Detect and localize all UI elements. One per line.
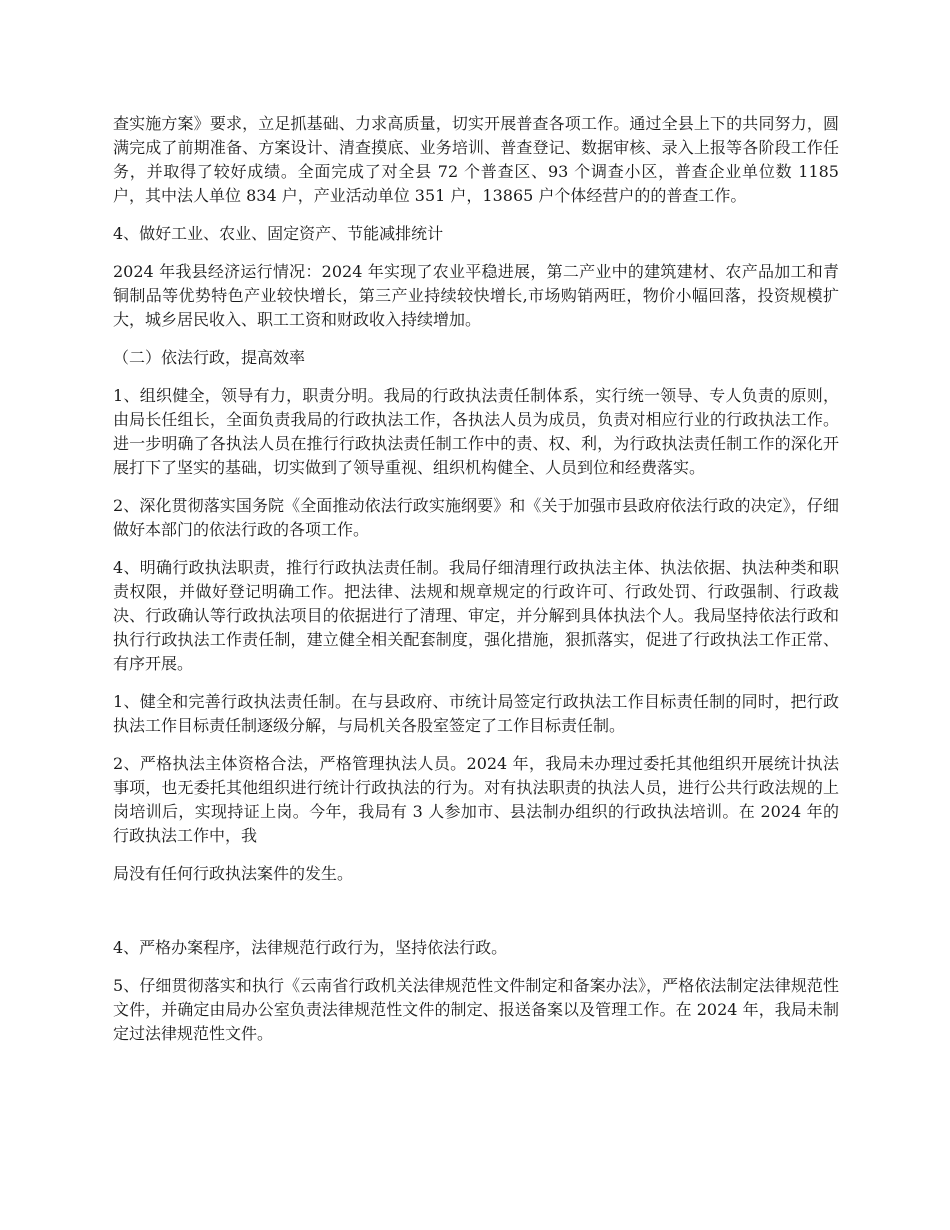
paragraph-statistics-heading: 4、做好工业、农业、固定资产、节能减排统计 bbox=[113, 224, 444, 243]
paragraph-economy-2024: 2024 年我县经济运行情况：2024 年实现了农业平稳进展，第二产业中的建筑建材、农产品加工和青铜制品等优势特色产业较快增长，第三产业持续较快增长,市场购销两旺，物价小幅回落，投资规模扩大，城乡居民收入、职工工资和财政收入持续增加。 bbox=[113, 262, 839, 329]
paragraph-responsibility-system: 1、健全和完善行政执法责任制。在与县政府、市统计局签定行政执法工作目标责任制的同时，把行政执法工作目标责任制逐级分解，与局机关各股室签定了工作目标责任制。 bbox=[113, 692, 839, 735]
paragraph-enforcement-duties: 4、明确行政执法职责，推行行政执法责任制。我局仔细清理行政执法主体、执法依据、执法种类和职责权限，并做好登记明确工作。把法律、法规和规章规定的行政许可、行政处罚、行政强制、行政裁决、行政确认等行政执法项目的依据进行了清理、审定，并分解到具体执法个人。我局坚持依法行政和执行行政执法工作责任制，建立健全相关配套制度，强化措施，狠抓落实，促进了行政执法工作正常、有序开展。 bbox=[113, 558, 839, 673]
paragraph-census-summary: 查实施方案》要求，立足抓基础、力求高质量，切实开展普查各项工作。通过全县上下的共同努力，圆满完成了前期准备、方案设计、清查摸底、业务培训、普查登记、数据审核、录入上报等各阶段工作任务，并取得了较好成绩。全面完成了对全县 72 个普查区、93 个调查小区，普查企业单位数 1185 户，其中法人单位 834 户，产业活动单位 351 户，13865 户个体经营户的的普查工作。 bbox=[113, 114, 839, 205]
document-body bbox=[113, 112, 839, 1060]
paragraph-organization: 1、组织健全，领导有力，职责分明。我局的行政执法责任制体系，实行统一领导、专人负责的原则，由局长任组长，全面负责我局的行政执法工作，各执法人员为成员，负责对相应行业的行政执法工作。进一步明确了各执法人员在推行行政执法责任制工作中的责、权、利，为行政执法责任制工作的深化开展打下了坚实的基础，切实做到了领导重视、组织机构健全、人员到位和经费落实。 bbox=[113, 386, 839, 477]
paragraph-case-procedure: 4、严格办案程序，法律规范行政行为，坚持依法行政。 bbox=[113, 938, 508, 957]
paragraph-state-council-outline: 2、深化贯彻落实国务院《全面推动依法行政实施纲要》和《关于加强市县政府依法行政的决定》，仔细做好本部门的依法行政的各项工作。 bbox=[113, 496, 839, 539]
paragraph-enforcement-personnel: 2、严格执法主体资格合法，严格管理执法人员。2024 年，我局未办理过委托其他组织开展统计执法事项，也无委托其他组织进行统计行政执法的行为。对有执法职责的执法人员，进行公共行政法规的上岗培训后，实现持证上岗。今年，我局有 3 人参加市、县法制办组织的行政执法培训。在 2024 年的行政执法工作中，我 bbox=[113, 754, 839, 845]
paragraph-normative-documents: 5、仔细贯彻落实和执行《云南省行政机关法律规范性文件制定和备案办法》，严格依法制定法律规范性文件，并确定由局办公室负责法律规范性文件的制定、报送备案以及管理工作。在 2024 年，我局未制定过法律规范性文件。 bbox=[113, 976, 839, 1043]
section-heading-lawful-administration: （二）依法行政，提高效率 bbox=[113, 348, 306, 367]
paragraph-no-cases: 局没有任何行政执法案件的发生。 bbox=[113, 864, 354, 883]
